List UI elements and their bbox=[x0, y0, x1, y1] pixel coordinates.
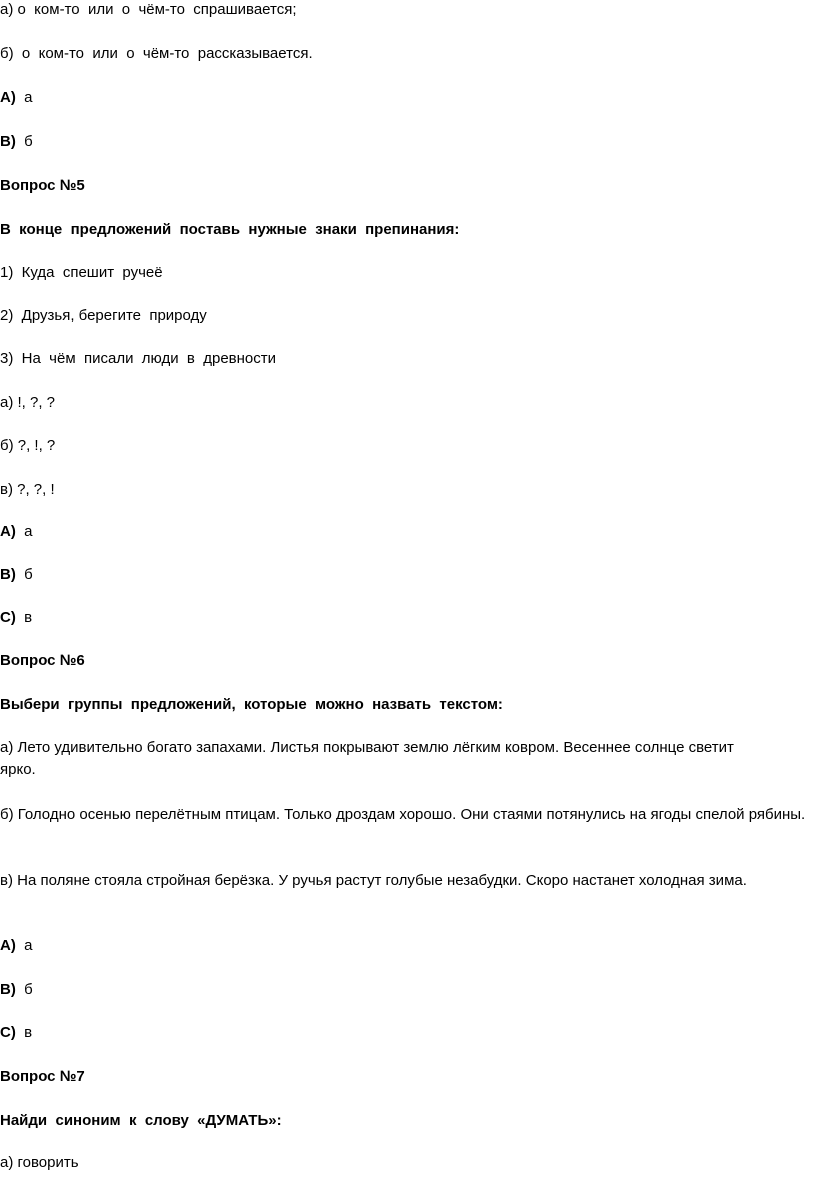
q6-title: Вопрос №6 bbox=[0, 652, 85, 669]
q5-title: Вопрос №5 bbox=[0, 177, 85, 194]
answer-value: а bbox=[24, 89, 33, 106]
q5-sentence-3: 3) На чём писали люди в древности bbox=[0, 350, 277, 367]
answer-letter: B) bbox=[0, 133, 16, 150]
answer-letter: C) bbox=[0, 1024, 16, 1041]
q4-line-a: а) о ком-то или о чём-то спрашивается; bbox=[0, 1, 297, 18]
q6-prompt: Выбери группы предложений, которые можно назвать текстом: bbox=[0, 696, 503, 713]
answer-letter: A) bbox=[0, 523, 16, 540]
answer-value: а bbox=[24, 523, 33, 540]
q5-answer-b[interactable] bbox=[0, 565, 33, 585]
q5-sentence-2: 2) Друзья, берегите природу bbox=[0, 307, 207, 324]
q6-option-c: в) На поляне стояла стройная берёзка. У ручья растут голубые незабудки. Скоро настанет холодная зима. bbox=[0, 872, 747, 889]
q7-option-a: а) говорить bbox=[0, 1154, 79, 1171]
q4-answer-b[interactable] bbox=[0, 132, 33, 152]
q6-answer-b[interactable] bbox=[0, 980, 33, 1000]
q5-answer-c[interactable] bbox=[0, 608, 32, 628]
q5-sentence-1: 1) Куда спешит ручеё bbox=[0, 264, 163, 281]
q5-option-a: а) !, ?, ? bbox=[0, 394, 56, 411]
answer-letter: B) bbox=[0, 566, 16, 583]
answer-value: в bbox=[24, 609, 33, 626]
q4-answer-a[interactable] bbox=[0, 88, 33, 108]
answer-value: в bbox=[24, 1024, 33, 1041]
q6-answer-a[interactable] bbox=[0, 936, 33, 956]
q5-answer-a[interactable] bbox=[0, 522, 33, 542]
q5-prompt: В конце предложений поставь нужные знаки препинания: bbox=[0, 221, 460, 238]
answer-value: б bbox=[24, 133, 33, 150]
answer-value: б bbox=[24, 566, 33, 583]
q7-prompt: Найди синоним к слову «ДУМАТЬ»: bbox=[0, 1112, 282, 1129]
q6-option-b: б) Голодно осенью перелётным птицам. Только дроздам хорошо. Они стаями потянулись на ягоды спелой рябины. bbox=[0, 806, 806, 823]
q7-title: Вопрос №7 bbox=[0, 1068, 85, 1085]
answer-letter: A) bbox=[0, 937, 16, 954]
q6-answer-c[interactable] bbox=[0, 1023, 32, 1043]
q5-option-c: в) ?, ?, ! bbox=[0, 481, 55, 498]
answer-letter: B) bbox=[0, 981, 16, 998]
q6-option-a: а) Лето удивительно богато запахами. Листья покрывают землю лёгким ковром. Весеннее солнце светит ярко. bbox=[0, 739, 734, 778]
answer-value: а bbox=[24, 937, 33, 954]
answer-letter: A) bbox=[0, 89, 16, 106]
answer-letter: C) bbox=[0, 609, 16, 626]
answer-value: б bbox=[24, 981, 33, 998]
q5-option-b: б) ?, !, ? bbox=[0, 437, 56, 454]
q4-line-b: б) о ком-то или о чём-то рассказывается. bbox=[0, 45, 313, 62]
